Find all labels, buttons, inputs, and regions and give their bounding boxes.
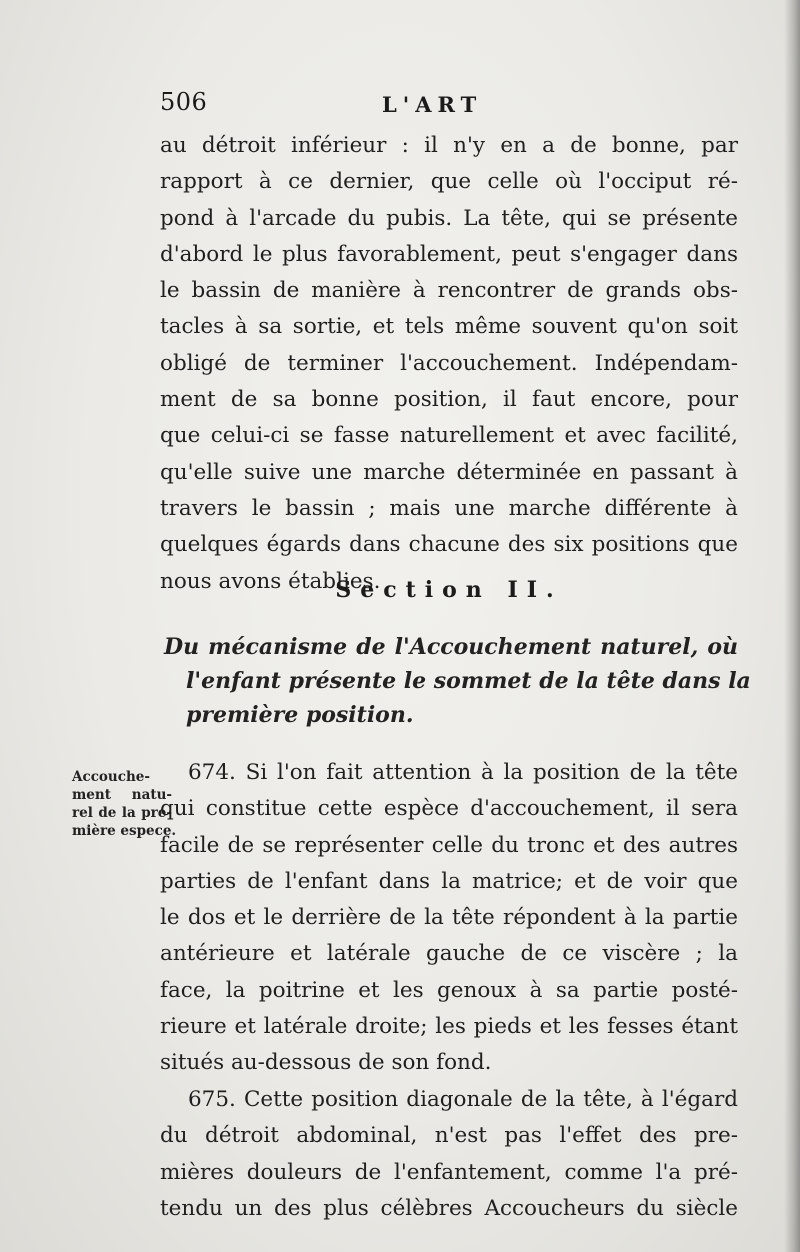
text-line: du détroit abdominal, n'est pas l'effet des pre- bbox=[160, 1123, 738, 1149]
paragraph-674 bbox=[160, 755, 738, 1082]
subtitle-line: Du mécanisme de l'Accouchement naturel, où bbox=[164, 634, 738, 660]
text-line: le dos et le derrière de la tête répondent à la partie bbox=[160, 905, 738, 931]
text-line: nous avons établies. bbox=[160, 568, 381, 594]
paragraph-675 bbox=[160, 1082, 738, 1227]
text-line: mières douleurs de l'enfantement, comme l'a pré- bbox=[160, 1159, 738, 1185]
text-line: rieure et latérale droite; les pieds et les fesses étant bbox=[160, 1014, 738, 1040]
page-number: 506 bbox=[160, 88, 208, 116]
text-line: pond à l'arcade du pubis. La tête, qui se présente bbox=[160, 205, 738, 231]
text-line: antérieure et latérale gauche de ce viscère ; la bbox=[160, 941, 738, 967]
page-edge-shadow bbox=[784, 0, 800, 1252]
text-line: 675. Cette position diagonale de la tête, à l'égard bbox=[188, 1087, 738, 1112]
text-line: tacles à sa sortie, et tels même souvent qu'on soit bbox=[160, 314, 738, 340]
text-line: quelques égards dans chacune des six positions que bbox=[160, 532, 738, 558]
running-head: L'ART bbox=[382, 92, 483, 117]
text-line: rapport à ce dernier, que celle où l'occiput ré- bbox=[160, 169, 738, 195]
text-line: ment de sa bonne position, il faut encore, pour bbox=[160, 387, 738, 413]
text-line: qui constitue cette espèce d'accouchement, il sera bbox=[160, 796, 738, 822]
text-line: facile de se représenter celle du tronc et des autres bbox=[160, 832, 738, 858]
text-line: situés au-dessous de son fond. bbox=[160, 1050, 492, 1076]
text-line: 674. Si l'on fait attention à la position de la tête bbox=[188, 760, 738, 785]
margin-note-line: rel de la pre- bbox=[72, 805, 172, 821]
margin-note-line: ment natu- bbox=[72, 787, 172, 803]
text-line: parties de l'enfant dans la matrice; et de voir que bbox=[160, 868, 738, 894]
text-line: qu'elle suive une marche déterminée en passant à bbox=[160, 459, 738, 485]
text-line: face, la poitrine et les genoux à sa partie posté- bbox=[160, 977, 738, 1003]
text-line: le bassin de manière à rencontrer de grands obs- bbox=[160, 278, 738, 304]
subtitle-line: première position. bbox=[186, 702, 414, 728]
text-line: travers le bassin ; mais une marche différente à bbox=[160, 495, 738, 521]
margin-note-line: mière espece. bbox=[72, 823, 177, 839]
section-subtitle bbox=[164, 630, 751, 732]
subtitle-line: l'enfant présente le sommet de la tête dans la bbox=[186, 668, 751, 694]
text-line: d'abord le plus favorablement, peut s'engager dans bbox=[160, 241, 738, 267]
text-line: tendu un des plus célèbres Accoucheurs du siècle bbox=[160, 1195, 738, 1221]
text-line: que celui-ci se fasse naturellement et avec facilité, bbox=[160, 423, 738, 449]
section-heading: Section II. bbox=[335, 577, 563, 603]
margin-note bbox=[72, 768, 177, 840]
text-line: obligé de terminer l'accouchement. Indépendam- bbox=[160, 350, 738, 376]
text-line: au détroit inférieur : il n'y en a de bonne, par bbox=[160, 133, 738, 158]
paragraph-intro bbox=[160, 128, 738, 600]
margin-note-line: Accouche- bbox=[72, 769, 150, 785]
